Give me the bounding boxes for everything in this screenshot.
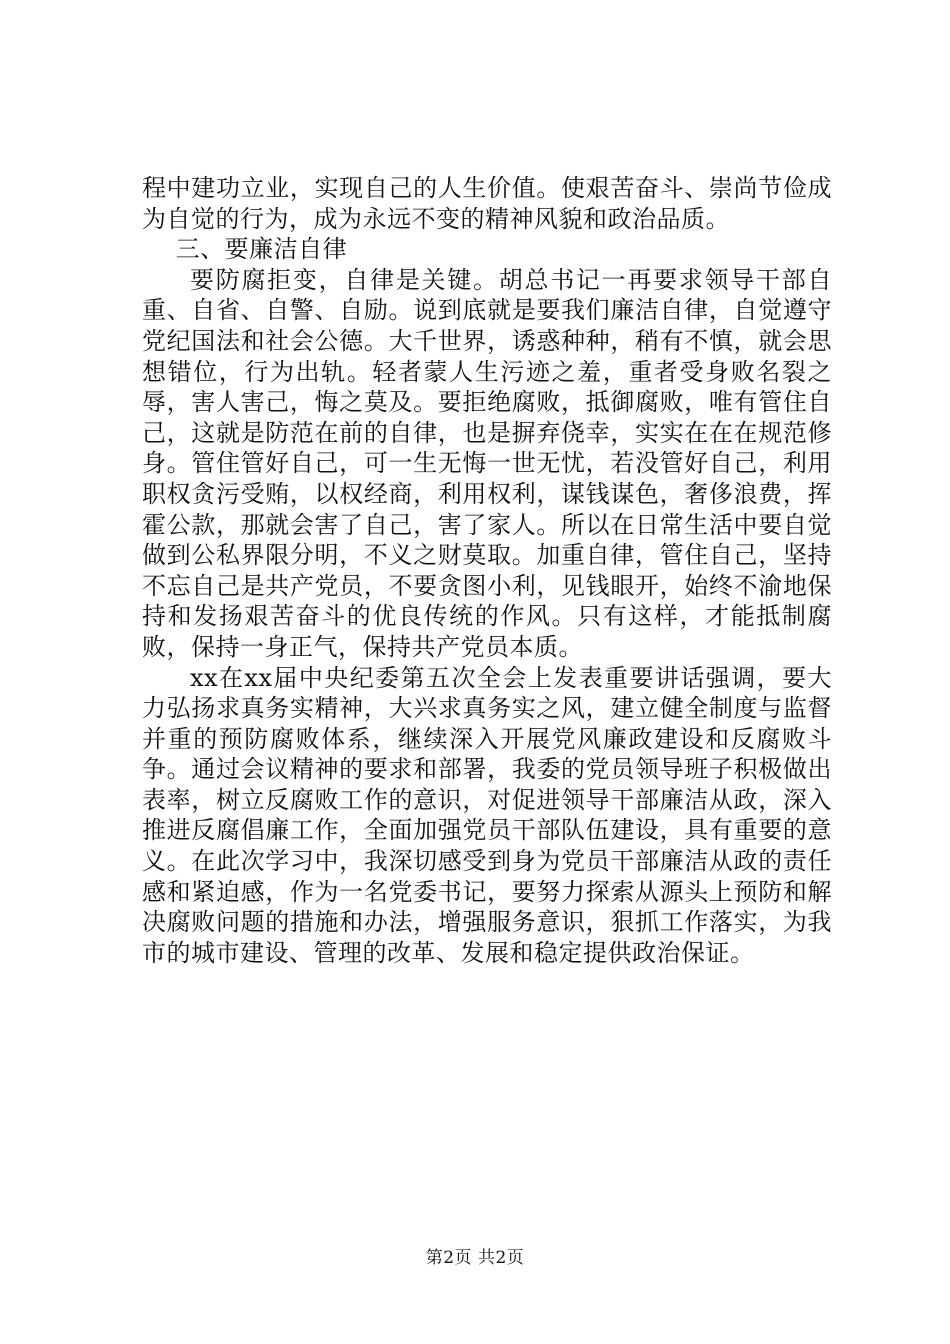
paragraph-conference: xx在xx届中央纪委第五次全会上发表重要讲话强调，要大力弘扬求真务实精神，大兴求真务实之风，建立健全制度与监督并重的预防腐败体系，继续深入开展党风廉政建设和反腐败斗争。通过会议精神的要求和部署，我委的党员领导班子积极做出表率，树立反腐败工作的意识，对促进领导干部廉洁从政，深入推进反腐倡廉工作，全面加强党员干部队伍建设，具有重要的意义。在此次学习中，我深切感受到身为党员干部廉洁从政的责任感和紧迫感，作为一名党委书记，要努力探索从源头上预防和解决腐败问题的措施和办法，增强服务意识，狠抓工作落实，为我市的城市建设、管理的改革、发展和稳定提供政治保证。 [142,663,832,967]
document-body [142,173,832,968]
page-footer: 第2页 共2页 [425,1248,525,1268]
section-heading: 三、要廉洁自律 [175,235,348,264]
continuation-paragraph: 程中建功立业，实现自己的人生价值。使艰苦奋斗、崇尚节俭成为自觉的行为，成为永远不变的精神风貌和政治品质。 [142,174,832,233]
paragraph-self-discipline: 要防腐拒变，自律是关键。胡总书记一再要求领导干部自重、自省、自警、自励。说到底就是要我们廉洁自律，自觉遵守党纪国法和社会公德。大千世界，诱惑种种，稍有不慎，就会思想错位，行为出轨。轻者蒙人生污迹之羞，重者受身败名裂之辱，害人害己，悔之莫及。要拒绝腐败，抵御腐败，唯有管住自己，这就是防范在前的自律，也是摒弃侥幸，实实在在在规范修身。管住管好自己，可一生无悔一世无忧，若没管好自己，利用职权贪污受贿，以权经商，利用权利，谋钱谋色，奢侈浪费，挥霍公款，那就会害了自己，害了家人。所以在日常生活中要自觉做到公私界限分明，不义之财莫取。加重自律，管住自己，坚持不忘自己是共产党员，不要贪图小利，见钱眼开，始终不渝地保持和发扬艰苦奋斗的优良传统的作风。只有这样，才能抵制腐败，保持一身正气，保持共产党员本质。 [142,265,832,661]
